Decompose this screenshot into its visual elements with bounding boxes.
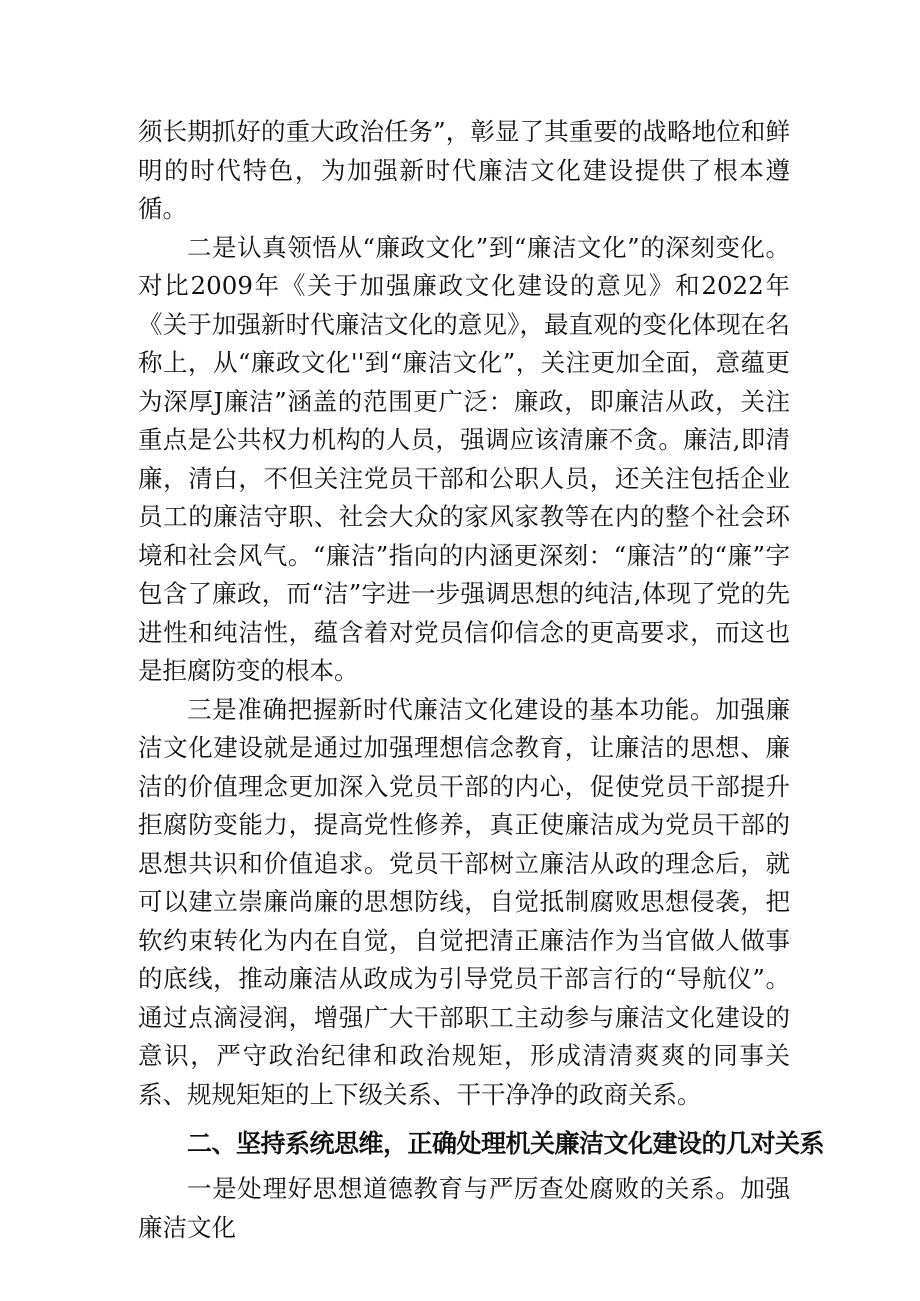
section-heading: 二、坚持系统思维，正确处理机关廉洁文化建设的几对关系 xyxy=(187,1129,825,1158)
paragraph-2: 二是认真领悟从“廉政文化”到“廉洁文化”的深刻变化。对比2009年《关于加强廉政文化建设的意见》和2022年《关于加强新时代廉洁文化的意见》，最直观的变化体现在名称上，从“廉政文化''到“廉洁文化”，关注更加全面，意蕴更为深厚J廉洁”涵盖的范围更广泛：廉政，即廉洁从政，关注重点是公共权力机构的人员，强调应该清廉不贪。廉洁,即清廉，清白，不但关注党员干部和公职人员，还关注包括企业员工的廉洁守职、社会大众的家风家教等在内的整个社会环境和社会风气。“廉洁”指向的内涵更深刻：“廉洁”的“廉”字包含了廉政，而“洁”字进一步强调思想的纯洁,体现了党的先进性和纯洁性，蕴含着对党员信仰信念的更高要求，而这也是拒腐防变的根本。 xyxy=(138,232,790,685)
paragraph-4: 一是处理好思想道德教育与严厉查处腐败的关系。加强廉洁文化 xyxy=(138,1174,790,1242)
paragraph-3: 三是准确把握新时代廉洁文化建设的基本功能。加强廉洁文化建设就是通过加强理想信念教育，让廉洁的思想、廉洁的价值理念更加深入党员干部的内心，促使党员干部提升拒腐防变能力，提高党性修养，真正使廉洁成为党员干部的思想共识和价值追求。党员干部树立廉洁从政的理念后，就可以建立崇廉尚廉的思想防线，自觉抵制腐败思想侵袭，把软约束转化为内在自觉，自觉把清正廉洁作为当官做人做事的底线，推动廉洁从政成为引导党员干部言行的“导航仪”。通过点滴浸润，增强广大干部职工主动参与廉洁文化建设的意识，严守政治纪律和政治规矩，形成清清爽爽的同事关系、规规矩矩的上下级关系、干干净净的政商关系。 xyxy=(138,694,790,1109)
paragraph-1: 须长期抓好的重大政治任务”，彰显了其重要的战略地位和鲜明的时代特色，为加强新时代廉洁文化建设提供了根本遵循。 xyxy=(138,117,790,223)
document-body xyxy=(138,113,825,1247)
